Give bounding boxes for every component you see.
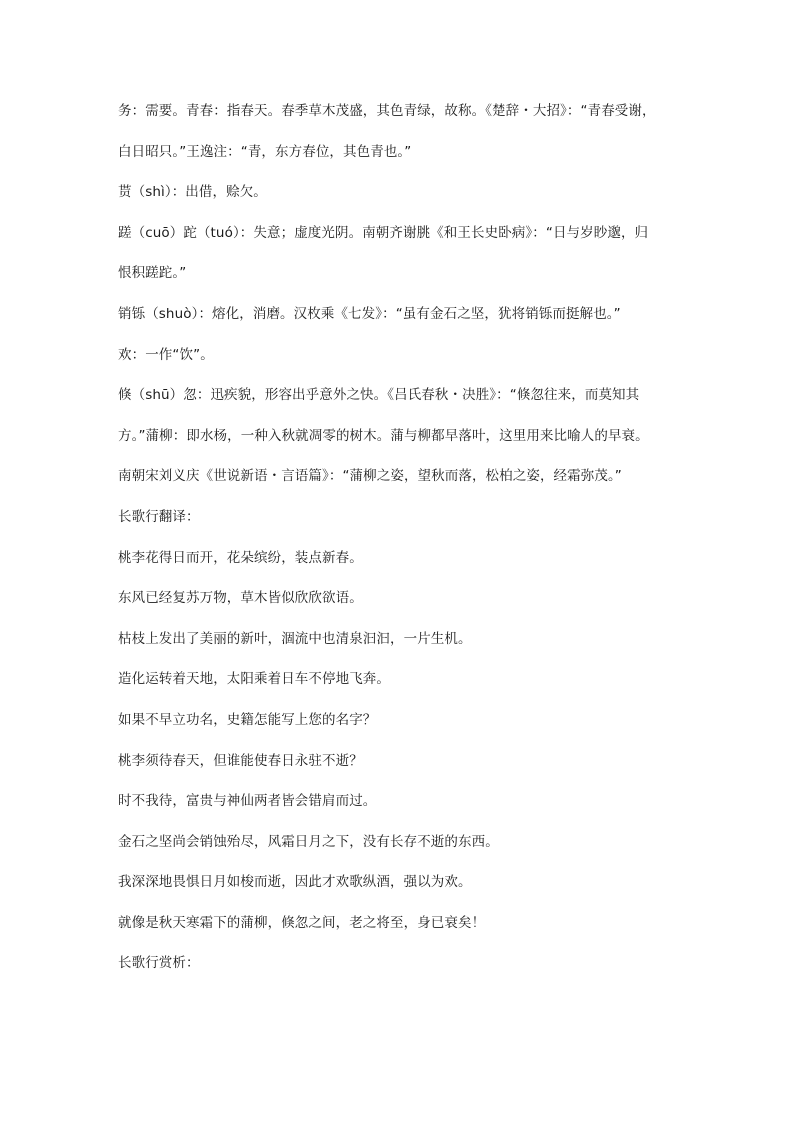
translation-line-2: 东风已经复苏万物，草木皆似欣欣欲语。 [118, 590, 363, 607]
translation-line-1: 桃李花得日而开，花朵缤纷，装点新春。 [118, 549, 363, 566]
translation-line-7: 时不我待，富贵与神仙两者皆会错肩而过。 [118, 793, 377, 810]
translation-line-4: 造化运转着天地，太阳乘着日车不停地飞奔。 [118, 671, 390, 688]
text-line-8: 倏（shū）忽：迅疾貌，形容出乎意外之快。《吕氏春秋・决胜》：“倏忽往来，而莫知其 [118, 387, 640, 404]
text-line-7: 欢：一作“饮”。 [118, 346, 214, 363]
text-line-6: 销铄（shuò）：熔化，消磨。汉枚乘《七发》：“虽有金石之坚，犹将销铄而挺解也。” [118, 305, 621, 322]
translation-line-6: 桃李须待春天，但谁能使春日永驻不逝？ [118, 752, 363, 769]
text-line-1: 务：需要。青春：指春天。春季草木茂盛，其色青绿，故称。《楚辞・大招》：“青春受谢， [118, 103, 656, 119]
text-line-2: 白日昭只。”王逸注：“青，东方春位，其色青也。” [118, 143, 412, 160]
translation-line-3: 枯枝上发出了美丽的新叶，涸流中也清泉汩汩，一片生机。 [118, 630, 472, 647]
text-line-4: 蹉（cuō）跎（tuó）：失意；虚度光阴。南朝齐谢朓《和王长史卧病》：“日与岁眇邈，归 [118, 224, 649, 241]
text-line-9: 方。”蒲柳：即水杨，一种入秋就凋零的树木。蒲与柳都早落叶，这里用来比喻人的早衰。 [118, 427, 649, 444]
text-line-5: 恨积蹉跎。” [118, 265, 187, 282]
document-body [118, 102, 698, 995]
translation-line-10: 就像是秋天寒霜下的蒲柳，倏忽之间，老之将至，身已衰矣！ [118, 914, 486, 931]
section-heading-translation: 长歌行翻译： [118, 508, 200, 525]
section-heading-appreciation: 长歌行赏析： [118, 955, 200, 972]
text-line-10: 南朝宋刘义庆《世说新语・言语篇》：“蒲柳之姿，望秋而落，松柏之姿，经霜弥茂。” [118, 468, 622, 485]
text-line-3: 贳（shì）：出借，赊欠。 [118, 184, 267, 201]
translation-line-8: 金石之坚尚会销蚀殆尽，风霜日月之下，没有长存不逝的东西。 [118, 833, 499, 850]
translation-line-5: 如果不早立功名，史籍怎能写上您的名字？ [118, 711, 377, 728]
translation-line-9: 我深深地畏惧日月如梭而逝，因此才欢歌纵酒，强以为欢。 [118, 874, 472, 891]
